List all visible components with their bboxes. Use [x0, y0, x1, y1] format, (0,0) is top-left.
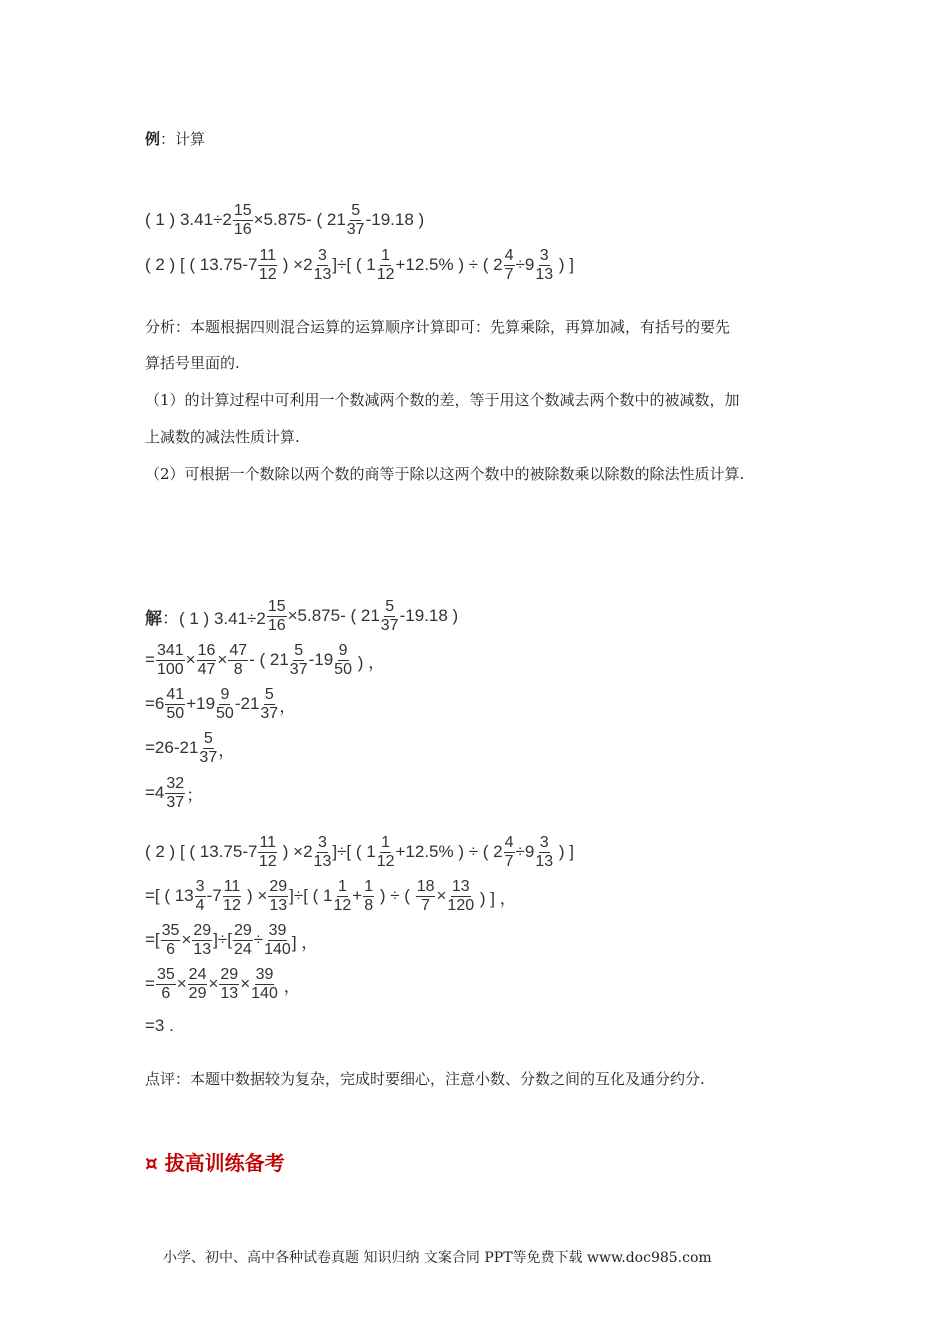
numerator: 18 — [416, 877, 435, 895]
fraction — [165, 776, 185, 811]
example-text: 计算 — [175, 130, 206, 148]
math-text: ] ， — [291, 932, 319, 952]
math-text: ÷9 — [515, 255, 535, 274]
math-text: = — [145, 974, 155, 993]
math-text: ÷ — [253, 930, 264, 949]
math-text: - ( 21 — [249, 650, 289, 669]
fraction — [334, 879, 352, 914]
numerator: 1 — [381, 246, 391, 264]
fraction — [363, 879, 374, 914]
fraction — [161, 923, 181, 958]
math-text: ) ÷ ( — [375, 886, 415, 905]
example-heading — [145, 128, 205, 149]
numerator: 9 — [338, 641, 348, 659]
denominator: 13 — [313, 265, 332, 283]
math-text: × — [217, 650, 228, 669]
fraction — [156, 643, 185, 678]
math-text: =6 — [145, 694, 165, 713]
denominator: 24 — [233, 940, 252, 958]
fraction — [192, 923, 212, 958]
numerator: 1 — [364, 877, 374, 895]
denominator: 140 — [264, 940, 291, 958]
math-text: × — [185, 650, 196, 669]
math-text: -21 — [234, 694, 260, 713]
fraction — [264, 923, 291, 958]
denominator: 37 — [380, 616, 399, 634]
denominator: 12 — [258, 852, 277, 870]
fraction — [197, 643, 217, 678]
fraction — [334, 643, 352, 678]
numerator: 29 — [233, 921, 252, 939]
denominator: 8 — [233, 660, 243, 678]
denominator: 8 — [364, 896, 374, 914]
math-text: × — [181, 930, 192, 949]
numerator: 39 — [268, 921, 287, 939]
math-text: ( 2 ) [ ( 13.75-7 — [145, 842, 258, 861]
math-text: ]÷[ — [213, 930, 232, 949]
math-text: ) ] — [554, 842, 574, 861]
math-text: ]÷[ ( 1 — [289, 886, 333, 905]
numerator: 16 — [197, 641, 216, 659]
denominator: 50 — [334, 660, 352, 678]
math-text: +12.5% ) ÷ ( 2 — [395, 255, 503, 274]
fraction — [199, 731, 217, 766]
solution-1-line-3 — [145, 686, 296, 722]
analysis-line-2: 算括号里面的. — [145, 354, 240, 372]
math-text: ) ×2 — [278, 842, 313, 861]
math-text: × — [240, 974, 251, 993]
denominator: 12 — [376, 265, 395, 283]
numerator: 11 — [259, 833, 277, 851]
math-text: -19.18 ) — [399, 606, 459, 625]
solution-1-line-2 — [145, 642, 385, 678]
numerator: 3 — [317, 833, 327, 851]
fraction — [504, 835, 515, 870]
section-heading: ¤ 拔高训练备考 — [145, 1151, 285, 1175]
numerator: 29 — [220, 965, 239, 983]
numerator: 4 — [504, 246, 514, 264]
numerator: 29 — [269, 877, 288, 895]
numerator: 9 — [220, 685, 230, 703]
denominator: 7 — [421, 896, 431, 914]
solution-1-line-4 — [145, 730, 235, 766]
math-text: ) ×2 — [278, 255, 313, 274]
math-text: ×5.875- ( 21 — [253, 210, 346, 229]
solution-2-line-3 — [145, 922, 318, 958]
denominator: 37 — [346, 220, 365, 238]
fraction — [223, 879, 242, 914]
math-text: =26-21 — [145, 738, 199, 757]
denominator: 37 — [199, 748, 218, 766]
fraction — [165, 687, 185, 722]
math-text: ) ] — [554, 255, 574, 274]
denominator: 13 — [220, 984, 239, 1002]
denominator: 100 — [156, 660, 184, 678]
analysis-line-1: 分析：本题根据四则混合运算的运算顺序计算即可：先算乘除，再算加减，有括号的要先 — [145, 318, 731, 336]
fraction — [535, 835, 553, 870]
fraction — [258, 835, 277, 870]
math-text: ]÷[ ( 1 — [332, 842, 376, 861]
numerator: 29 — [193, 921, 212, 939]
fraction — [314, 248, 332, 283]
denominator: 7 — [504, 852, 514, 870]
denominator: 37 — [289, 660, 308, 678]
math-text: ( 2 ) [ ( 13.75-7 — [145, 255, 258, 274]
math-text: ， — [279, 696, 297, 716]
denominator: 13 — [535, 265, 554, 283]
denominator: 50 — [216, 704, 234, 722]
math-text: ， — [278, 976, 301, 996]
fraction — [156, 967, 176, 1002]
problem-1 — [145, 202, 424, 238]
numerator: 3 — [539, 833, 549, 851]
math-text: +19 — [186, 694, 216, 713]
numerator: 41 — [166, 685, 185, 703]
fraction — [188, 967, 208, 1002]
math-text: =3 . — [145, 1016, 174, 1035]
numerator: 35 — [161, 921, 180, 939]
problem-2 — [145, 247, 574, 283]
numerator: 3 — [195, 877, 205, 895]
denominator: 50 — [166, 704, 185, 722]
solution-1-line-1 — [145, 598, 458, 634]
denominator: 13 — [269, 896, 288, 914]
denominator: 12 — [258, 265, 277, 283]
math-text: × — [176, 974, 187, 993]
numerator: 39 — [255, 965, 274, 983]
solution-1-line-5 — [145, 775, 203, 811]
numerator: 5 — [351, 201, 361, 219]
fraction — [377, 248, 395, 283]
denominator: 29 — [188, 984, 207, 1002]
denominator: 13 — [313, 852, 332, 870]
denominator: 120 — [447, 896, 475, 914]
fraction — [268, 879, 288, 914]
denominator: 12 — [376, 852, 395, 870]
fraction — [504, 248, 515, 283]
numerator: 47 — [229, 641, 248, 659]
math-text: =[ — [145, 930, 160, 949]
denominator: 140 — [251, 984, 278, 1002]
fraction — [347, 203, 365, 238]
numerator: 11 — [259, 246, 277, 264]
denominator: 16 — [233, 220, 252, 238]
numerator: 1 — [381, 833, 391, 851]
math-text: × — [208, 974, 219, 993]
denominator: 37 — [166, 793, 185, 811]
solution-2-line-5 — [145, 1013, 174, 1039]
numerator: 5 — [203, 729, 213, 747]
example-colon: ： — [160, 130, 176, 148]
denominator: 6 — [161, 984, 171, 1002]
denominator: 13 — [535, 852, 554, 870]
denominator: 4 — [195, 896, 205, 914]
numerator: 341 — [156, 641, 184, 659]
solution-label: 解 — [145, 608, 162, 628]
fraction — [233, 203, 253, 238]
fraction — [535, 248, 553, 283]
numerator: 3 — [317, 246, 327, 264]
numerator: 13 — [451, 877, 470, 895]
fraction — [377, 835, 395, 870]
fraction — [195, 879, 206, 914]
example-label: 例 — [145, 130, 161, 148]
solution-2-line-4 — [145, 966, 301, 1002]
numerator: 5 — [264, 685, 274, 703]
math-text: ×5.875- ( 21 — [287, 606, 380, 625]
solution-2-line-1 — [145, 834, 574, 870]
denominator: 6 — [166, 940, 175, 958]
numerator: 5 — [294, 641, 304, 659]
fraction — [233, 923, 253, 958]
comment-text: 点评：本题中数据较为复杂，完成时要细心，注意小数、分数之间的互化及通分约分. — [145, 1070, 705, 1088]
math-text: -19 — [308, 650, 334, 669]
numerator: 15 — [233, 201, 252, 219]
denominator: 13 — [193, 940, 212, 958]
fraction — [447, 879, 474, 914]
fraction — [416, 879, 436, 914]
fraction — [267, 599, 287, 634]
denominator: 12 — [333, 896, 352, 914]
math-text: ÷9 — [515, 842, 535, 861]
fraction — [290, 643, 308, 678]
math-text: =4 — [145, 783, 165, 802]
math-text: + — [352, 886, 363, 905]
math-text: -19.18 ) — [365, 210, 425, 229]
fraction — [381, 599, 399, 634]
denominator: 7 — [504, 265, 514, 283]
fraction — [219, 967, 239, 1002]
denominator: 12 — [223, 896, 241, 914]
numerator: 24 — [188, 965, 207, 983]
fraction — [216, 687, 234, 722]
math-text: ( 1 ) 3.41÷2 — [145, 210, 232, 229]
math-text: ) × — [242, 886, 268, 905]
numerator: 3 — [539, 246, 549, 264]
fraction — [228, 643, 248, 678]
math-text: ：( 1 ) 3.41÷2 — [162, 608, 266, 628]
math-text: ； — [186, 785, 204, 805]
math-text: ) ] ， — [475, 888, 517, 908]
fraction — [251, 967, 278, 1002]
solution-2-line-2 — [145, 878, 517, 914]
analysis-line-4: 上减数的减法性质计算. — [145, 428, 300, 446]
fraction — [258, 248, 277, 283]
numerator: 4 — [504, 833, 514, 851]
math-text: ) ， — [352, 652, 386, 672]
numerator: 32 — [166, 774, 185, 792]
math-text: × — [436, 886, 447, 905]
page-footer: 小学、初中、高中各种试卷真题 知识归纳 文案合同 PPT等免费下载 www.doc985.com — [163, 1250, 712, 1266]
numerator: 35 — [156, 965, 175, 983]
math-text: +12.5% ) ÷ ( 2 — [395, 842, 503, 861]
analysis-line-5: （2）可根据一个数除以两个数的商等于除以这两个数中的被除数乘以除数的除法性质计算. — [145, 465, 745, 483]
math-text: ， — [218, 740, 236, 760]
denominator: 16 — [267, 616, 286, 634]
denominator: 37 — [260, 704, 279, 722]
math-text: = — [145, 650, 155, 669]
fraction — [260, 687, 278, 722]
math-text: =[ ( 13 — [145, 886, 194, 905]
numerator: 1 — [337, 877, 347, 895]
denominator: 47 — [197, 660, 216, 678]
analysis-line-3: （1）的计算过程中可利用一个数减两个数的差，等于用这个数减去两个数中的被减数，加 — [145, 391, 740, 409]
math-text: ]÷[ ( 1 — [332, 255, 376, 274]
numerator: 11 — [223, 877, 241, 895]
math-text: -7 — [206, 886, 222, 905]
fraction — [314, 835, 332, 870]
numerator: 15 — [267, 597, 286, 615]
numerator: 5 — [385, 597, 395, 615]
